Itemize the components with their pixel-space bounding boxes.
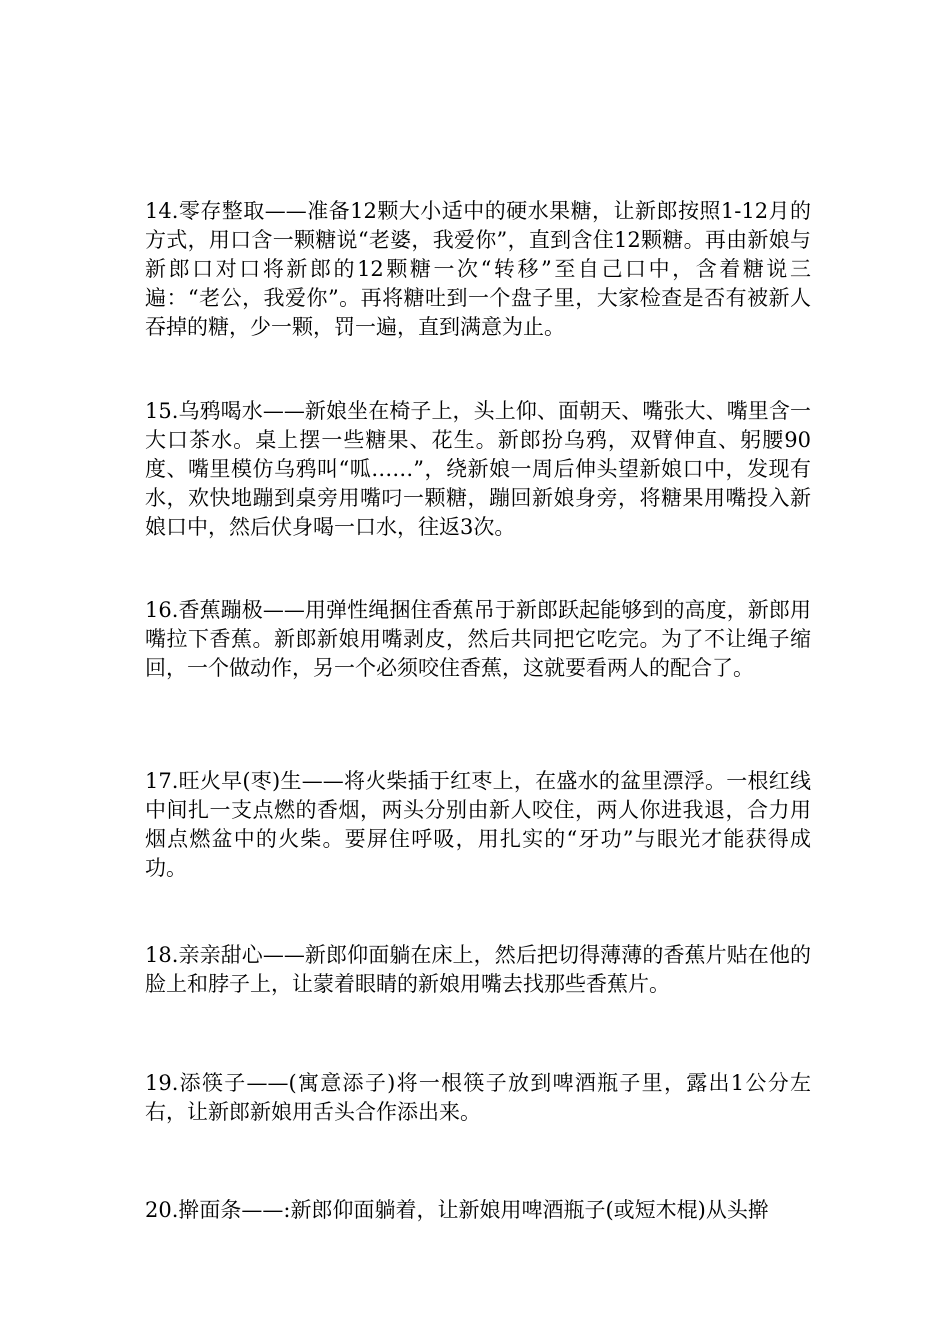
paragraph-15: 15.乌鸦喝水——新娘坐在椅子上，头上仰、面朝天、嘴张大、嘴里含一大口茶水。桌上摆一些糖果、花生。新郎扮乌鸦，双臂伸直、躬腰90度、嘴里模仿乌鸦叫“呱……”，绕新娘一周后伸头望新娘口中，发现有水，欢快地蹦到桌旁用嘴叼一颗糖，蹦回新娘身旁，将糖果用嘴投入新娘口中，然后伏身喝一口水，往返3次。 xyxy=(145,399,811,539)
paragraph-20: 20.擀面条——:新郎仰面躺着，让新娘用啤酒瓶子(或短木棍)从头擀 xyxy=(145,1198,769,1222)
paragraph-17: 17.旺火早(枣)生——将火柴插于红枣上，在盛水的盆里漂浮。一根红线中间扎一支点燃的香烟，两头分别由新人咬住，两人你进我退，合力用烟点燃盆中的火柴。要屏住呼吸，用扎实的“牙功”与眼光才能获得成功。 xyxy=(145,769,811,880)
paragraph-16: 16.香蕉蹦极——用弹性绳捆住香蕉吊于新郎跃起能够到的高度，新郎用嘴拉下香蕉。新郎新娘用嘴剥皮，然后共同把它吃完。为了不让绳子缩回，一个做动作，另一个必须咬住香蕉，这就要看两人的配合了。 xyxy=(145,598,811,680)
paragraph-18: 18.亲亲甜心——新郎仰面躺在床上，然后把切得薄薄的香蕉片贴在他的脸上和脖子上，让蒙着眼睛的新娘用嘴去找那些香蕉片。 xyxy=(145,943,811,996)
paragraph-14: 14.零存整取——准备12颗大小适中的硬水果糖，让新郎按照1-12月的方式，用口含一颗糖说“老婆，我爱你”，直到含住12颗糖。再由新娘与新郎口对口将新郎的12颗糖一次“转移”至自己口中，含着糖说三遍：“老公，我爱你”。再将糖吐到一个盘子里，大家检查是否有被新人吞掉的糖，少一颗，罚一遍，直到满意为止。 xyxy=(145,199,811,339)
paragraph-19: 19.添筷子——(寓意添子)将一根筷子放到啤酒瓶子里，露出1公分左右，让新郎新娘用舌头合作添出来。 xyxy=(145,1071,811,1124)
